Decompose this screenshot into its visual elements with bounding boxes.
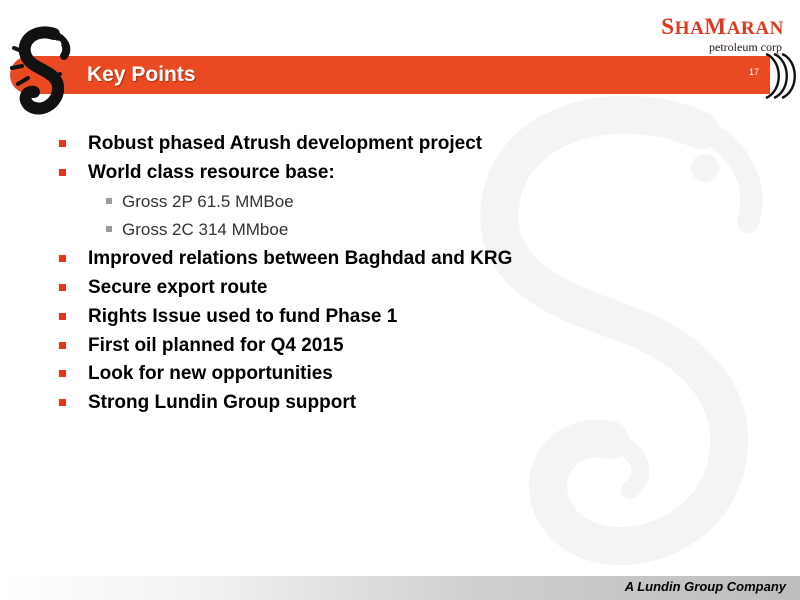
bar-end-swoosh-icon [752, 52, 800, 100]
footer-text: A Lundin Group Company [624, 579, 786, 594]
key-points-list [58, 130, 512, 418]
brand-name: SHAMARAN [661, 14, 784, 39]
list-item: First oil planned for Q4 2015 [58, 332, 512, 361]
list-item: Secure export route [58, 274, 512, 303]
seahorse-emblem-icon [6, 26, 78, 126]
slide-number: 17 [748, 67, 759, 77]
list-item: World class resource base: [58, 159, 512, 188]
list-item: Strong Lundin Group support [58, 389, 512, 418]
list-item: Robust phased Atrush development project [58, 130, 512, 159]
sub-list-item: Gross 2C 314 MMboe [58, 216, 512, 245]
brand-tagline: petroleum corp [709, 40, 782, 54]
slide-title: Key Points [87, 63, 196, 86]
list-item: Improved relations between Baghdad and KRG [58, 245, 512, 274]
list-item: Look for new opportunities [58, 360, 512, 389]
sub-list-item: Gross 2P 61.5 MMBoe [58, 188, 512, 217]
list-item: Rights Issue used to fund Phase 1 [58, 303, 512, 332]
shamaran-logo [661, 16, 784, 54]
